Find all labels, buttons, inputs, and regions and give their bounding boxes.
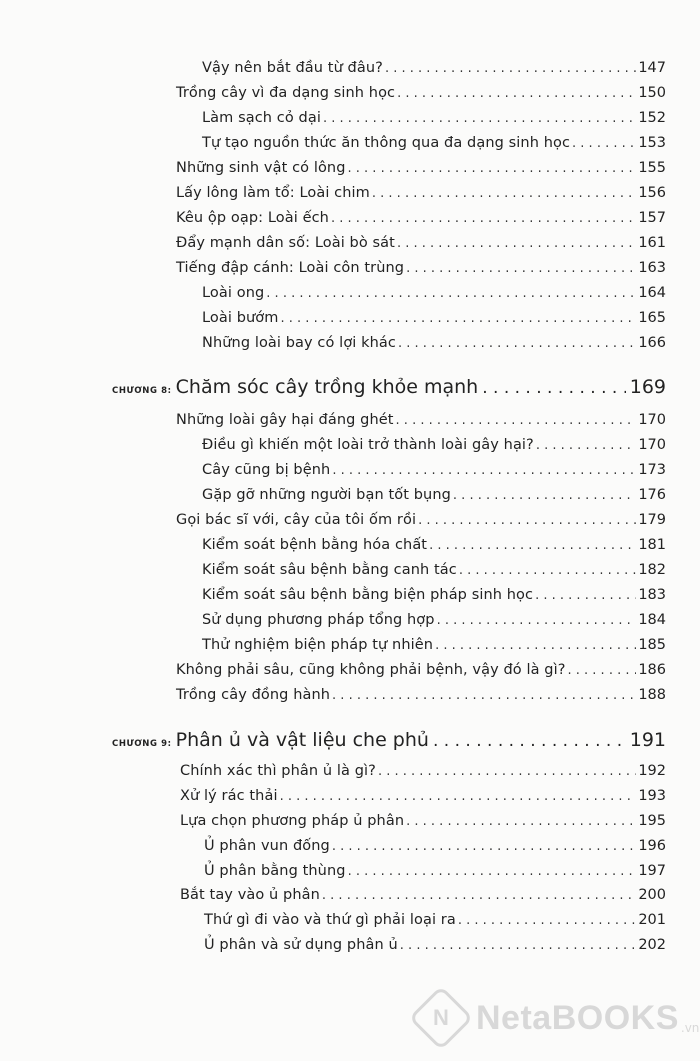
toc-entry: Thứ gì đi vào và thứ gì phải loại ra . . . 201	[204, 909, 666, 933]
toc-entry: Kiểm soát sâu bệnh bằng canh tác . . . 182	[202, 559, 666, 583]
toc-entry: Lấy lông làm tổ: Loài chim . . . 156	[176, 182, 666, 206]
toc-entry: Tự tạo nguồn thức ăn thông qua đa dạng sinh học . . . 153	[202, 132, 666, 156]
toc-entry: Những sinh vật có lông . . . 155	[176, 157, 666, 181]
toc-entry: Chính xác thì phân ủ là gì? . . . 192	[180, 760, 666, 784]
toc-entry: Loài bướm . . . 165	[202, 307, 666, 331]
toc-entry: Vậy nên bắt đầu từ đâu? . . . 147	[202, 57, 666, 81]
netabooks-logo-icon: N	[408, 985, 473, 1050]
chapter-heading: CHƯƠNG 8: Chăm sóc cây trồng khỏe mạnh . . . 169	[112, 376, 666, 406]
toc-entry: Những loài gây hại đáng ghét . . . 170	[176, 409, 666, 433]
toc-entry: Ủ phân vun đống . . . 196	[204, 835, 666, 859]
toc-entry: Xử lý rác thải . . . 193	[180, 785, 666, 809]
toc-entry: Kiểm soát sâu bệnh bằng biện pháp sinh học . . . 183	[202, 584, 666, 608]
toc-entry: Thử nghiệm biện pháp tự nhiên . . . 185	[202, 634, 666, 658]
toc-entry: Sử dụng phương pháp tổng hợp . . . 184	[202, 609, 666, 633]
watermark-brand: NetaBOOKS	[476, 998, 679, 1037]
toc-entry: Lựa chọn phương pháp ủ phân . . . 195	[180, 810, 666, 834]
toc-entry: Tiếng đập cánh: Loài côn trùng . . . 163	[176, 257, 666, 281]
toc-entry: Trồng cây vì đa dạng sinh học . . . 150	[176, 82, 666, 106]
watermark-domain: .vn	[680, 1021, 700, 1035]
toc-entry: Kêu ộp oạp: Loài ếch . . . 157	[176, 207, 666, 231]
toc-entry: Loài ong . . . 164	[202, 282, 666, 306]
toc-entry: Không phải sâu, cũng không phải bệnh, vậy đó là gì? . . . 186	[176, 659, 666, 683]
toc-entry: Đẩy mạnh dân số: Loài bò sát . . . 161	[176, 232, 666, 256]
toc-entry: Làm sạch cỏ dại . . . 152	[202, 107, 666, 131]
toc-entry: Những loài bay có lợi khác . . . 166	[202, 332, 666, 356]
toc-entry: Điều gì khiến một loài trở thành loài gây hại? . . . 170	[202, 434, 666, 458]
toc-entry: Bắt tay vào ủ phân . . . 200	[180, 884, 666, 908]
netabooks-watermark	[418, 995, 699, 1041]
toc-entry: Cây cũng bị bệnh . . . 173	[202, 459, 666, 483]
toc-entry: Ủ phân bằng thùng . . . 197	[204, 860, 666, 884]
chapter-heading: CHƯƠNG 9: Phân ủ và vật liệu che phủ . . . 191	[112, 729, 666, 759]
toc-entry: Trồng cây đồng hành . . . 188	[176, 684, 666, 708]
toc-entry: Kiểm soát bệnh bằng hóa chất . . . 181	[202, 534, 666, 558]
toc-entry: Gặp gỡ những người bạn tốt bụng . . . 176	[202, 484, 666, 508]
toc-entry: Ủ phân và sử dụng phân ủ . . . 202	[204, 934, 666, 958]
toc-entry: Gọi bác sĩ với, cây của tôi ốm rồi . . . 179	[176, 509, 666, 533]
